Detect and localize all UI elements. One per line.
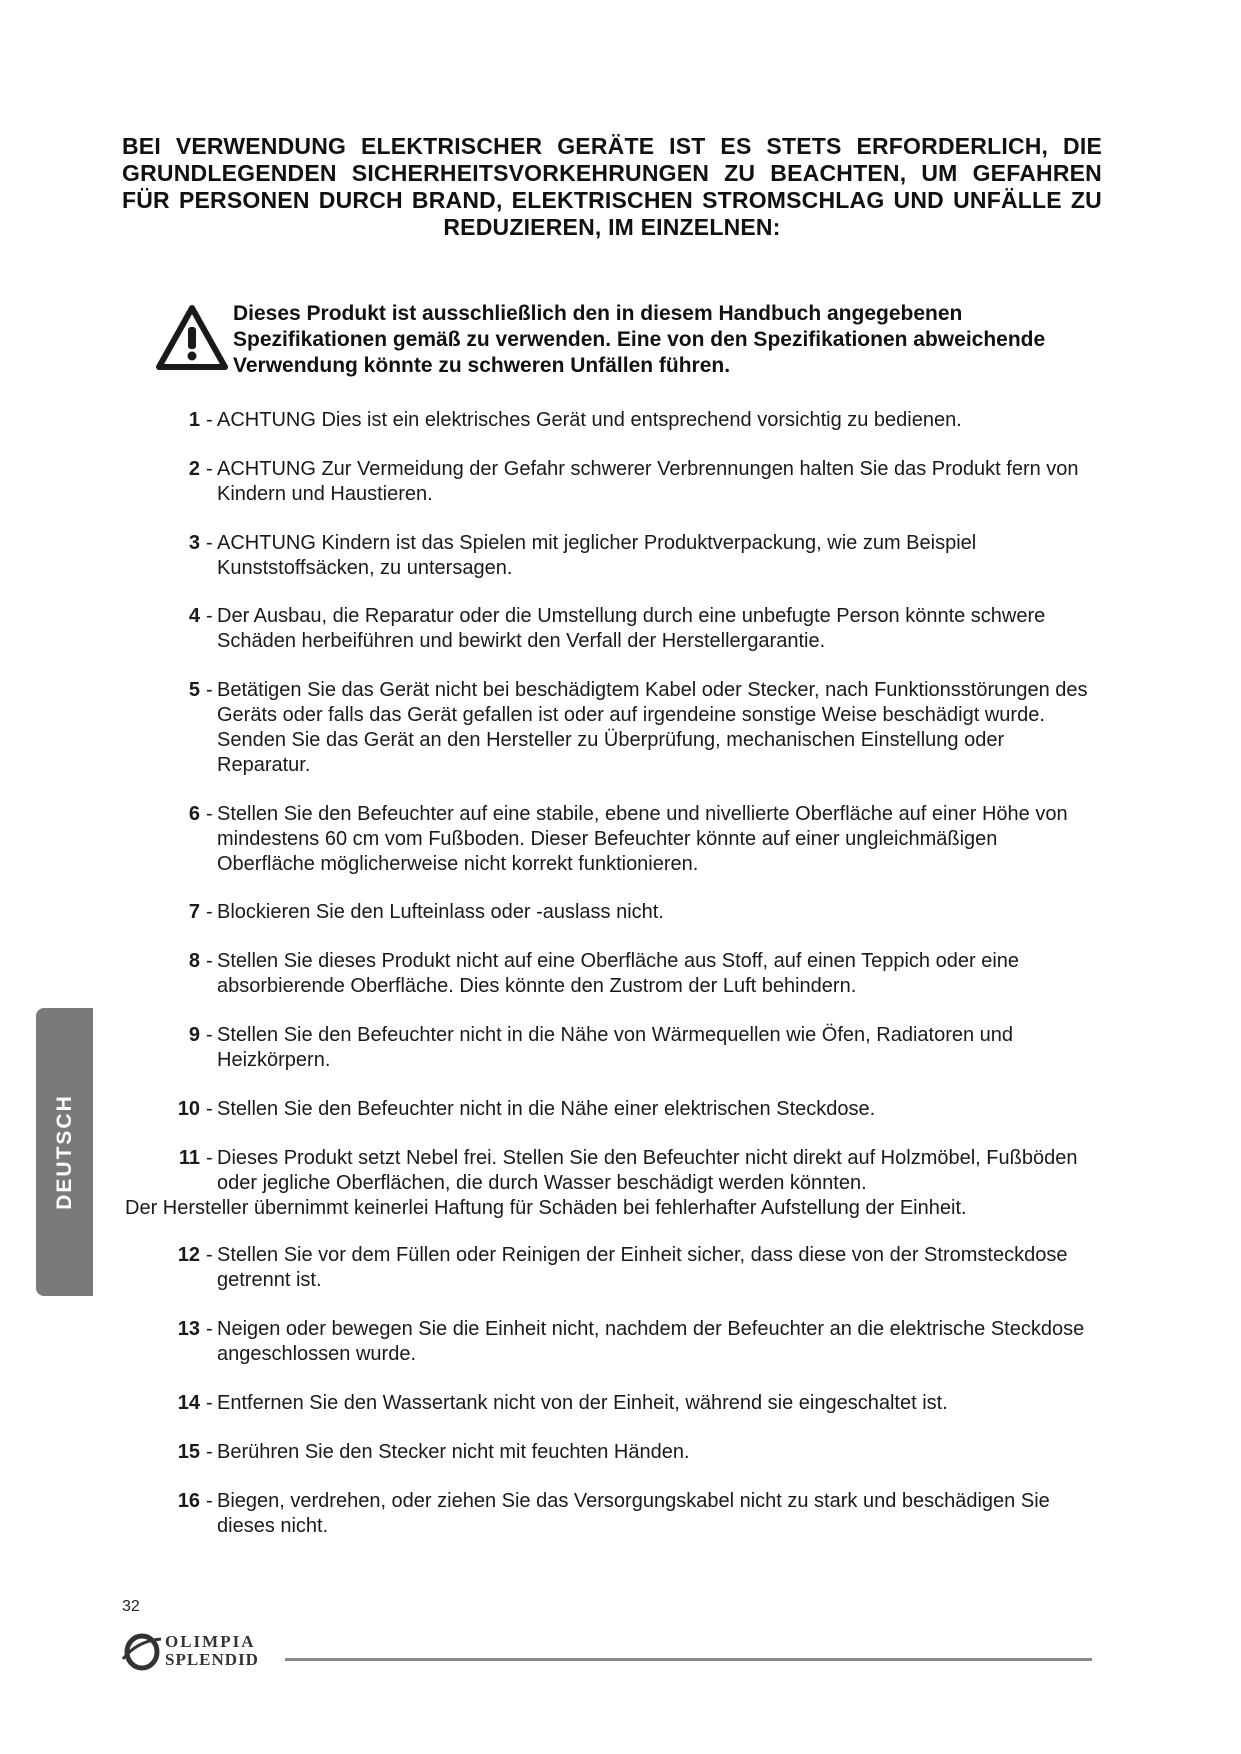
- list-item: [150, 1097, 1110, 1122]
- list-item: [150, 1440, 1110, 1465]
- item-text: Stellen Sie den Befeuchter nicht in die Nähe von Wärmequellen wie Öfen, Radiatoren und Heizkörpern.: [217, 1024, 1014, 1071]
- logo-line-2: SPLENDID: [165, 1650, 259, 1669]
- page-number: 32: [122, 1598, 140, 1615]
- warning-triangle-icon: [155, 303, 229, 373]
- item-separator: -: [206, 1147, 213, 1169]
- item-number: 1: [188, 409, 200, 431]
- item-number: 9: [188, 1024, 200, 1046]
- item-number: 3: [188, 532, 200, 554]
- item-text: Stellen Sie dieses Produkt nicht auf eine Oberfläche aus Stoff, auf einen Teppich oder eine absorbierende Oberfläche. Dies könnte den Zustrom der Luft behindern.: [217, 950, 1020, 997]
- item-number: 15: [177, 1441, 200, 1463]
- item-separator: -: [206, 1024, 213, 1046]
- item-separator: -: [206, 901, 213, 923]
- item-number: 16: [177, 1490, 200, 1512]
- olimpia-splendid-logo-icon: [121, 1633, 163, 1671]
- logo-line-1: OLIMPIA: [165, 1632, 256, 1651]
- item-number: 10: [177, 1098, 200, 1120]
- item-text: ACHTUNG Kindern ist das Spielen mit jeglicher Produktverpackung, wie zum Beispiel Kunststoffsäcken, zu untersagen.: [217, 532, 977, 579]
- list-item: [150, 802, 1110, 877]
- item-note: Der Hersteller übernimmt keinerlei Haftung für Schäden bei fehlerhafter Aufstellung der Einheit.: [125, 1197, 967, 1219]
- item-separator: -: [206, 1244, 213, 1266]
- item-number: 7: [188, 901, 200, 923]
- item-text: Berühren Sie den Stecker nicht mit feuchten Händen.: [217, 1441, 690, 1463]
- item-text: Der Ausbau, die Reparatur oder die Umstellung durch eine unbefugte Person könnte schwere Schäden herbeiführen und bewirkt den Verfall der Herstellergarantie.: [217, 605, 1046, 652]
- list-item: [125, 1146, 1110, 1221]
- item-separator: -: [206, 803, 213, 825]
- item-number: 12: [177, 1244, 200, 1266]
- language-side-tab: [36, 1008, 93, 1296]
- item-separator: -: [206, 605, 213, 627]
- item-text: Stellen Sie den Befeuchter auf eine stabile, ebene und nivellierte Oberfläche auf einer Höhe von mindestens 60 cm vom Fußboden. Dieser Befeuchter könnte auf einer ungleichmäßigen Oberfläche möglicherweise nicht korrekt funktionieren.: [217, 803, 1068, 875]
- item-text: Blockieren Sie den Lufteinlass oder -auslass nicht.: [217, 901, 664, 923]
- language-label: DEUTSCH: [52, 1094, 76, 1210]
- item-separator: -: [206, 532, 213, 554]
- list-item: [150, 678, 1110, 778]
- list-item: [150, 1023, 1110, 1073]
- item-number: 6: [188, 803, 200, 825]
- item-number: 4: [188, 605, 200, 627]
- item-text: Biegen, verdrehen, oder ziehen Sie das Versorgungskabel nicht zu stark und beschädigen Sie dieses nicht.: [217, 1490, 1050, 1537]
- item-separator: -: [206, 1441, 213, 1463]
- item-text: Stellen Sie vor dem Füllen oder Reinigen der Einheit sicher, dass diese von der Stromsteckdose getrennt ist.: [217, 1244, 1068, 1291]
- item-text: Entfernen Sie den Wassertank nicht von der Einheit, während sie eingeschaltet ist.: [217, 1392, 948, 1414]
- item-text: ACHTUNG Dies ist ein elektrisches Gerät und entsprechend vorsichtig zu bedienen.: [217, 409, 962, 431]
- list-item: [150, 1243, 1110, 1293]
- item-text: Stellen Sie den Befeuchter nicht in die Nähe einer elektrischen Steckdose.: [217, 1098, 876, 1120]
- list-item: [150, 949, 1110, 999]
- item-separator: -: [206, 409, 213, 431]
- item-number: 11: [178, 1147, 200, 1169]
- item-text: ACHTUNG Zur Vermeidung der Gefahr schwerer Verbrennungen halten Sie das Produkt fern von Kindern und Haustieren.: [217, 458, 1079, 505]
- item-separator: -: [206, 679, 213, 701]
- list-item: [150, 604, 1110, 654]
- list-item: [150, 1317, 1110, 1367]
- item-separator: -: [206, 1098, 213, 1120]
- warning-text: Dieses Produkt ist ausschließlich den in diesem Handbuch angegebenen Spezifikationen gemäß zu verwenden. Eine von den Spezifikationen abweichende Verwendung könnte zu schweren Unfällen führen.: [233, 302, 1046, 377]
- item-number: 14: [177, 1392, 200, 1414]
- item-text: Betätigen Sie das Gerät nicht bei beschädigtem Kabel oder Stecker, nach Funktionsstörungen des Geräts oder falls das Gerät gefallen ist oder auf irgendeine sonstige Weise beschädigt wurde. Senden Sie das Gerät an den Hersteller zu Überprüfung, mechanischen Einstellung oder Reparatur.: [217, 679, 1088, 776]
- item-separator: -: [206, 458, 213, 480]
- item-separator: -: [206, 1392, 213, 1414]
- item-separator: -: [206, 950, 213, 972]
- list-item: [150, 408, 1110, 433]
- list-item: [150, 900, 1110, 925]
- item-text: Dieses Produkt setzt Nebel frei. Stellen Sie den Befeuchter nicht direkt auf Holzmöbel, Fußböden oder jegliche Oberflächen, die durch Wasser beschädigt werden könnten.: [217, 1147, 1078, 1194]
- footer-divider: [285, 1658, 1092, 1661]
- item-number: 2: [188, 458, 200, 480]
- list-item: [150, 1489, 1110, 1539]
- list-item: [150, 1391, 1110, 1416]
- warning-notice: [155, 301, 1105, 379]
- item-number: 13: [177, 1318, 200, 1340]
- list-item: [150, 457, 1110, 507]
- item-separator: -: [206, 1490, 213, 1512]
- item-number: 5: [188, 679, 200, 701]
- item-number: 8: [188, 950, 200, 972]
- list-item: [150, 531, 1110, 581]
- item-separator: -: [206, 1318, 213, 1340]
- page-title: BEI VERWENDUNG ELEKTRISCHER GERÄTE IST ES STETS ERFORDERLICH, DIE GRUNDLEGENDEN SICHERHEITSVORKEHRUNGEN ZU BEACHTEN, UM GEFAHREN FÜR PERSONEN DURCH BRAND, ELEKTRISCHEN STROMSCHLAG UND UNFÄLLE ZU REDUZIEREN, IM EINZELNEN:: [122, 133, 1102, 240]
- item-text: Neigen oder bewegen Sie die Einheit nicht, nachdem der Befeuchter an die elektrische Steckdose angeschlossen wurde.: [217, 1318, 1085, 1365]
